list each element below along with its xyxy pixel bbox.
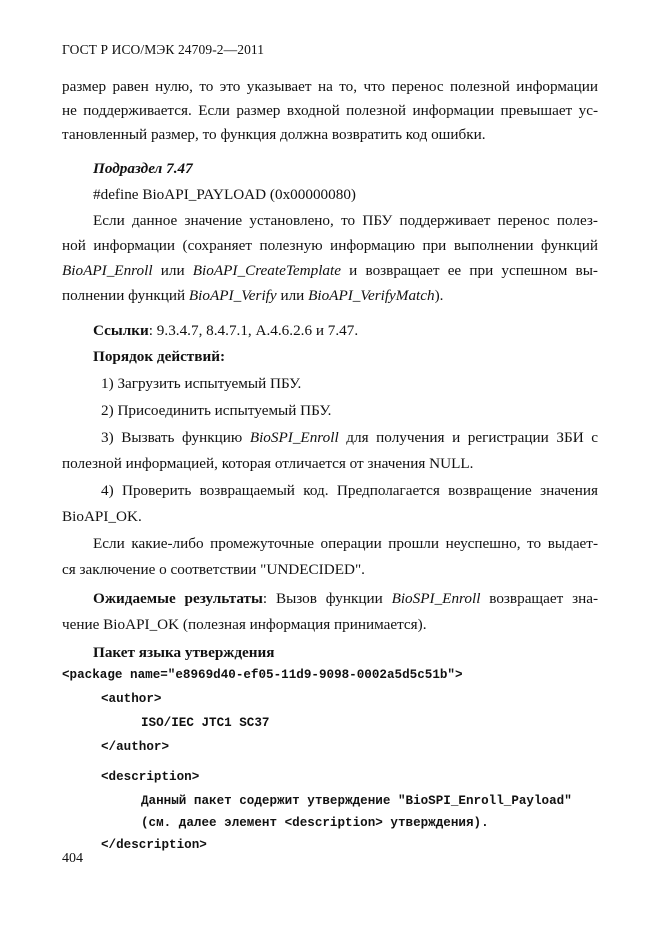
expected-results (62, 589, 598, 635)
function-name: BioAPI_Enroll (62, 262, 153, 279)
paragraph-2 (62, 211, 598, 306)
define-line: #define BioAPI_PAYLOAD (0x00000080) (93, 186, 356, 203)
text-fragment: 3) Вызвать функцию (101, 429, 250, 446)
paragraph-2-line-4 (62, 286, 598, 306)
paragraph-3-line-2: ся заключение о соответствии "UNDECIDED". (62, 561, 365, 578)
procedure-heading: Порядок действий: (93, 348, 226, 365)
procedure-step-3-line-1 (62, 428, 598, 448)
paragraph-1 (62, 77, 598, 145)
code-line-description-text-2: (см. далее элемент <description> утверждения). (141, 816, 489, 830)
references-text: : 9.3.4.7, 8.4.7.1, A.4.6.2.6 и 7.47. (148, 322, 359, 339)
subsection-heading: Подраздел 7.47 (93, 160, 193, 177)
paragraph-1-line-2: не поддерживается. Если размер входной полезной информации превышает ус- (62, 102, 598, 119)
code-line-description-open: <description> (101, 770, 200, 784)
function-name: BioSPI_Enroll (249, 429, 339, 446)
procedure-step-3-line-2: полезной информацией, которая отличается от значения NULL. (62, 455, 474, 472)
expected-results-line-1 (62, 589, 598, 609)
code-line-author-value: ISO/IEC JTC1 SC37 (141, 716, 270, 730)
expected-results-line-2: чение BioAPI_OK (полезная информация принимается). (62, 616, 427, 633)
code-line-description-text-1: Данный пакет содержит утверждение "BioSPI_Enroll_Payload" (141, 794, 572, 808)
references-line (62, 321, 629, 341)
paragraph-1-line-3: тановленный размер, то функция должна возвратить код ошибки. (62, 126, 486, 143)
paragraph-1-line-1: размер равен нулю, то это указывает на то, что перенос полезной информации (62, 78, 598, 95)
function-name: BioAPI_CreateTemplate (192, 262, 341, 279)
paragraph-2-line-1: Если данное значение установлено, то ПБУ поддерживает перенос полез- (93, 212, 598, 229)
text-fragment: для получения и регистрации ЗБИ с (338, 429, 598, 446)
page-number: 404 (62, 851, 83, 866)
references-label: Ссылки (93, 322, 149, 339)
paragraph-2-line-3 (62, 261, 598, 281)
text-fragment: ). (434, 287, 444, 304)
procedure-step-4 (62, 481, 598, 527)
paragraph-3 (62, 534, 598, 580)
package-heading: Пакет языка утверждения (93, 644, 275, 661)
procedure-step-4-line-1: 4) Проверить возвращаемый код. Предполагается возвращение значения (101, 482, 598, 499)
text-fragment: и возвращает ее при успешном вы- (340, 262, 598, 279)
function-name: BioSPI_Enroll (391, 590, 481, 607)
text-fragment: полнении функций (62, 287, 189, 304)
paragraph-3-line-1: Если какие-либо промежуточные операции прошли неуспешно, то выдает- (93, 535, 598, 552)
code-line-description-close: </description> (101, 838, 207, 852)
paragraph-2-line-2: ной информации (сохраняет полезную информацию при выполнении функций (62, 237, 598, 254)
text-fragment: возвращает зна- (480, 590, 598, 607)
code-line-package: <package name="e8969d40-ef05-11d9-9098-0002a5d5c51b"> (62, 668, 463, 682)
code-line-author-open: <author> (101, 692, 162, 706)
function-name: BioAPI_VerifyMatch (308, 287, 435, 304)
expected-results-label: Ожидаемые результаты (93, 590, 263, 607)
function-name: BioAPI_Verify (188, 287, 277, 304)
procedure-step-3 (62, 428, 598, 474)
text-fragment: или (152, 262, 193, 279)
code-line-author-close: </author> (101, 740, 170, 754)
text-fragment: : Вызов функции (262, 590, 392, 607)
procedure-step-4-line-2: BioAPI_OK. (62, 508, 142, 525)
document-header: ГОСТ Р ИСО/МЭК 24709-2—2011 (62, 42, 265, 57)
procedure-step-2: 2) Присоединить испытуемый ПБУ. (101, 402, 332, 419)
procedure-step-1: 1) Загрузить испытуемый ПБУ. (101, 375, 302, 392)
text-fragment: или (276, 287, 309, 304)
